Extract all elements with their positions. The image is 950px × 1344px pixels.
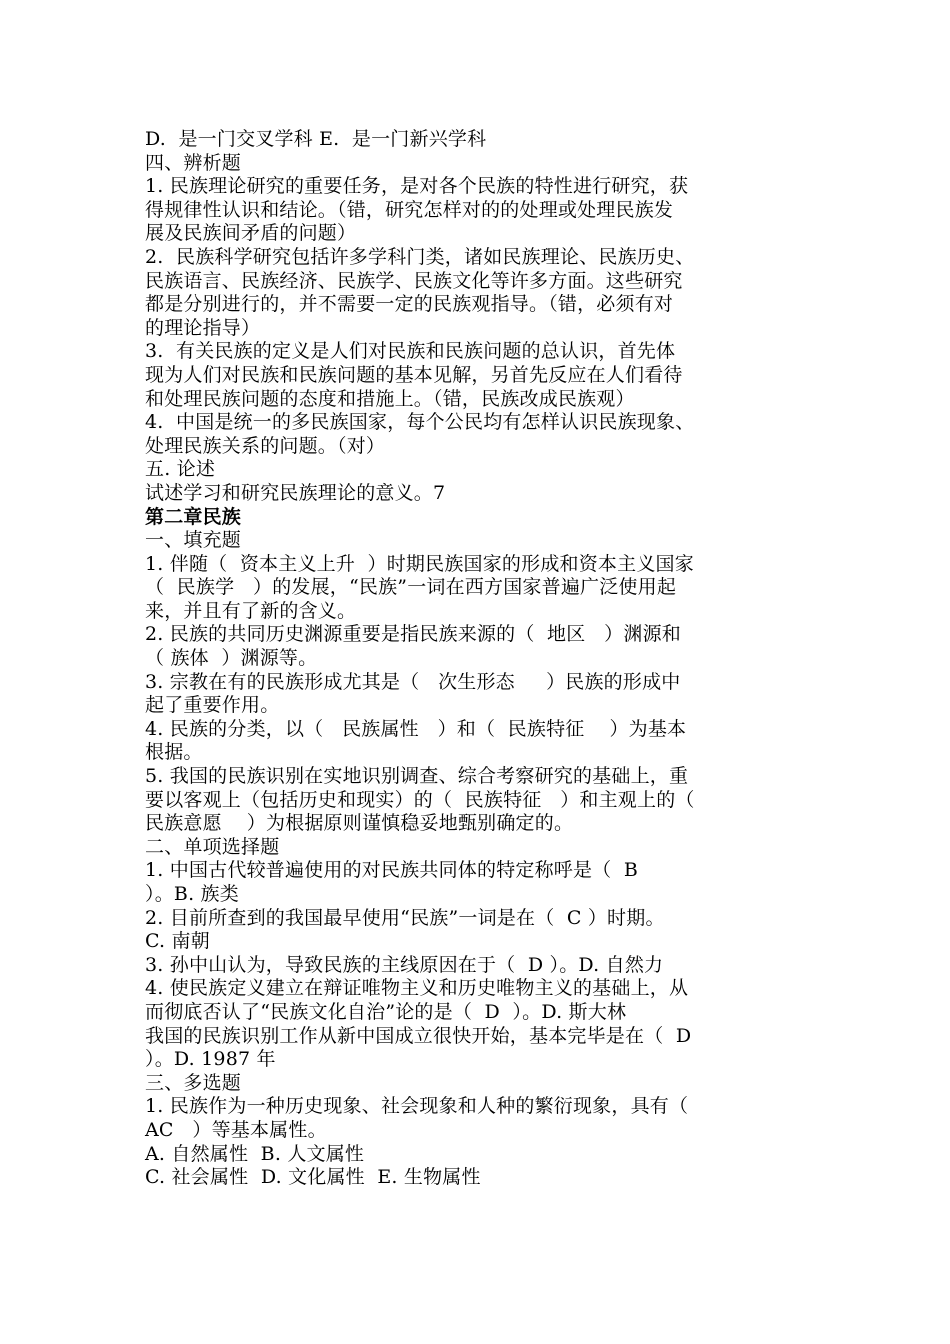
- text-line: ）。B. 族类: [145, 883, 239, 905]
- text-line: 试述学习和研究民族理论的意义。7: [145, 481, 446, 504]
- section-heading: 五. 论述: [145, 458, 216, 481]
- text-line: 4. 民族的分类，以（ 民族属性 ）和（ 民族特征 ）为基本: [145, 717, 687, 740]
- text-line: 都是分别进行的，并不需要一定的民族观指导。（错，必须有对: [145, 293, 674, 316]
- text-line: （ 族体 ）渊源等。: [145, 647, 318, 670]
- text-line: 得规律性认识和结论。（错，研究怎样对的的处理或处理民族发: [145, 198, 674, 221]
- section-heading: 四、辨析题: [145, 151, 242, 174]
- text-line: 要以客观上（包括历史和现实）的（ 民族特征 ）和主观上的（: [145, 788, 695, 811]
- text-line: 3. 孙中山认为，导致民族的主线原因在于（ D ）。D. 自然力: [145, 953, 664, 976]
- text-line: 1. 伴随（ 资本主义上升 ）时期民族国家的形成和资本主义国家: [145, 552, 694, 575]
- text-line: 2. 目前所查到的我国最早使用“民族”一词是在（ C ）时期。: [145, 906, 665, 929]
- text-line: D. 是一门交叉学科 E. 是一门新兴学科: [145, 128, 487, 150]
- text-line: 起了重要作用。: [145, 694, 280, 717]
- text-line: C. 南朝: [145, 930, 210, 953]
- text-line: ）。D. 1987 年: [145, 1048, 276, 1071]
- document-page: [145, 128, 785, 1190]
- text-line: 根据。: [145, 741, 203, 764]
- text-line: 5. 我国的民族识别在实地识别调查、综合考察研究的基础上，重: [145, 765, 689, 788]
- text-line: （ 民族学 ）的发展，“民族”一词在西方国家普遍广泛使用起: [145, 576, 677, 599]
- text-line: 民族语言、民族经济、民族学、民族文化等许多方面。这些研究: [145, 269, 683, 292]
- text-line: 展及民族间矛盾的问题）: [145, 222, 357, 245]
- text-line: 我国的民族识别工作从新中国成立很快开始，基本完毕是在（ D: [145, 1024, 692, 1047]
- section-heading: 三、多选题: [145, 1071, 242, 1094]
- text-line: 4. 使民族定义建立在辩证唯物主义和历史唯物主义的基础上，从: [145, 977, 689, 1000]
- text-line: 1. 中国古代较普遍使用的对民族共同体的特定称呼是（ B: [145, 859, 639, 882]
- text-line: 1. 民族理论研究的重要任务，是对各个民族的特性进行研究，获: [145, 175, 689, 198]
- text-line: 1. 民族作为一种历史现象、社会现象和人种的繁衍现象，具有（: [145, 1095, 689, 1118]
- text-line: 处理民族关系的问题。（对）: [145, 434, 386, 457]
- section-heading: 二、单项选择题: [145, 835, 280, 858]
- text-line: A. 自然属性 B. 人文属性: [145, 1142, 365, 1165]
- text-line: C. 社会属性 D. 文化属性 E. 生物属性: [145, 1166, 481, 1189]
- text-line: 4. 中国是统一的多民族国家，每个公民均有怎样认识民族现象、: [145, 411, 695, 434]
- text-line: 的理论指导）: [145, 316, 261, 339]
- text-line: 3. 有关民族的定义是人们对民族和民族问题的总认识，首先体: [145, 340, 676, 363]
- text-line: 2. 民族科学研究包括许多学科门类，诸如民族理论、民族历史、: [145, 245, 695, 268]
- text-line: 来，并且有了新的含义。: [145, 599, 357, 622]
- text-line: 现为人们对民族和民族问题的基本见解，另首先反应在人们看待: [145, 363, 683, 386]
- text-line: 民族意愿 ）为根据原则谨慎稳妥地甄别确定的。: [145, 812, 574, 835]
- section-heading: 一、填充题: [145, 529, 242, 552]
- text-line: 3. 宗教在有的民族形成尤其是（ 次生形态 ）民族的形成中: [145, 670, 681, 693]
- text-line: 而彻底否认了“民族文化自治”论的是（ D ）。D. 斯大林: [145, 1000, 627, 1023]
- text-line: 和处理民族问题的态度和措施上。（错，民族改成民族观）: [145, 387, 635, 410]
- text-line: AC ）等基本属性。: [145, 1118, 327, 1141]
- text-line: 2. 民族的共同历史渊源重要是指民族来源的（ 地区 ）渊源和: [145, 623, 681, 646]
- chapter-title: 第二章民族: [145, 505, 242, 528]
